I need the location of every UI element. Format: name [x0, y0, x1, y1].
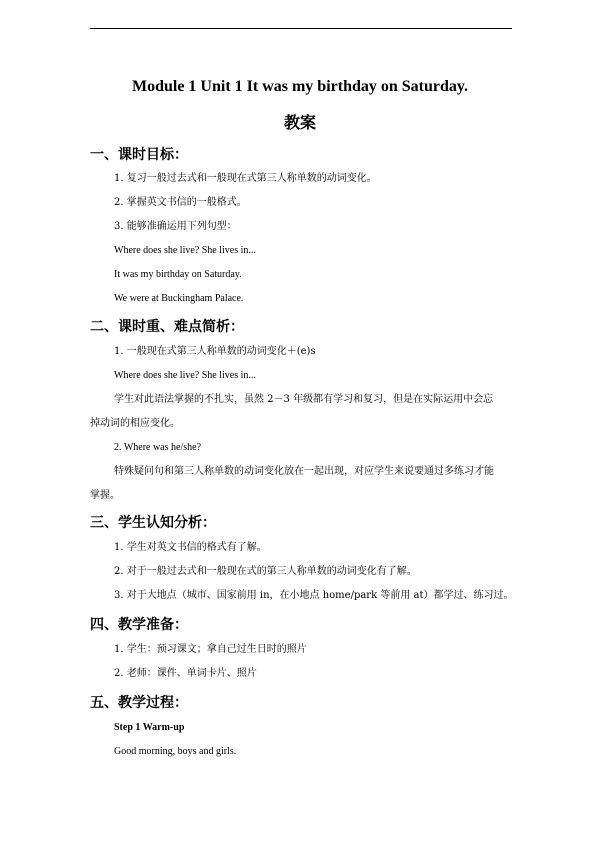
s2-point-1-note-line-1: 学生对此语法掌握的不扎实，虽然 2－3 年级都有学习和复习，但是在实际运用中会忘 [114, 394, 494, 405]
s1-sentence-3: We were at Buckingham Palace. [114, 293, 244, 304]
s2-point-1-example: Where does she live? She lives in... [114, 370, 256, 381]
s1-item-1: 1. 复习一般过去式和一般现在式第三人称单数的动词变化。 [114, 173, 377, 184]
s3-item-1: 1. 学生对英文书信的格式有了解。 [114, 542, 267, 553]
section-4-heading: 四、教学准备： [90, 617, 188, 633]
s3-item-3: 3. 对于大地点（城市、国家前用 in，在小地点 home/park 等前用 at）都学过、练习过。 [114, 590, 514, 601]
section-3-heading: 三、学生认知分析： [90, 515, 216, 531]
section-1-heading: 一、课时目标： [90, 147, 188, 163]
s5-step-1: Step 1 Warm-up [114, 722, 185, 733]
s2-point-2-note-line-2: 掌握。 [90, 490, 120, 501]
s2-point-1-note-line-2: 掉动词的相应变化。 [90, 418, 180, 429]
header-rule [90, 28, 512, 29]
section-2-heading: 二、课时重、难点简析： [90, 319, 244, 335]
s4-item-1: 1. 学生：预习课文；拿自己过生日时的照片 [114, 644, 307, 655]
s3-item-2: 2. 对于一般过去式和一般现在式的第三人称单数的动词变化有了解。 [114, 566, 417, 577]
s1-item-2: 2. 掌握英文书信的一般格式。 [114, 197, 247, 208]
document-subtitle: 教案 [283, 113, 316, 132]
s2-point-2: 2. Where was he/she? [114, 442, 202, 453]
s1-item-3: 3. 能够准确运用下列句型： [114, 221, 237, 232]
s1-sentence-2: It was my birthday on Saturday. [114, 269, 242, 280]
document-title: Module 1 Unit 1 It was my birthday on Saturday. [131, 78, 469, 95]
s2-point-2-note-line-1: 特殊疑问句和第三人称单数的动词变化放在一起出现，对应学生来说要通过多练习才能 [114, 466, 494, 477]
s4-item-2: 2. 老师：课件、单词卡片、照片 [114, 668, 257, 679]
s5-line-1: Good morning, boys and girls. [114, 746, 237, 757]
s2-point-1: 1. 一般现在式第三人称单数的动词变化＋(e)s [114, 346, 316, 357]
s1-sentence-1: Where does she live? She lives in... [114, 245, 256, 256]
section-5-heading: 五、教学过程： [90, 695, 188, 711]
